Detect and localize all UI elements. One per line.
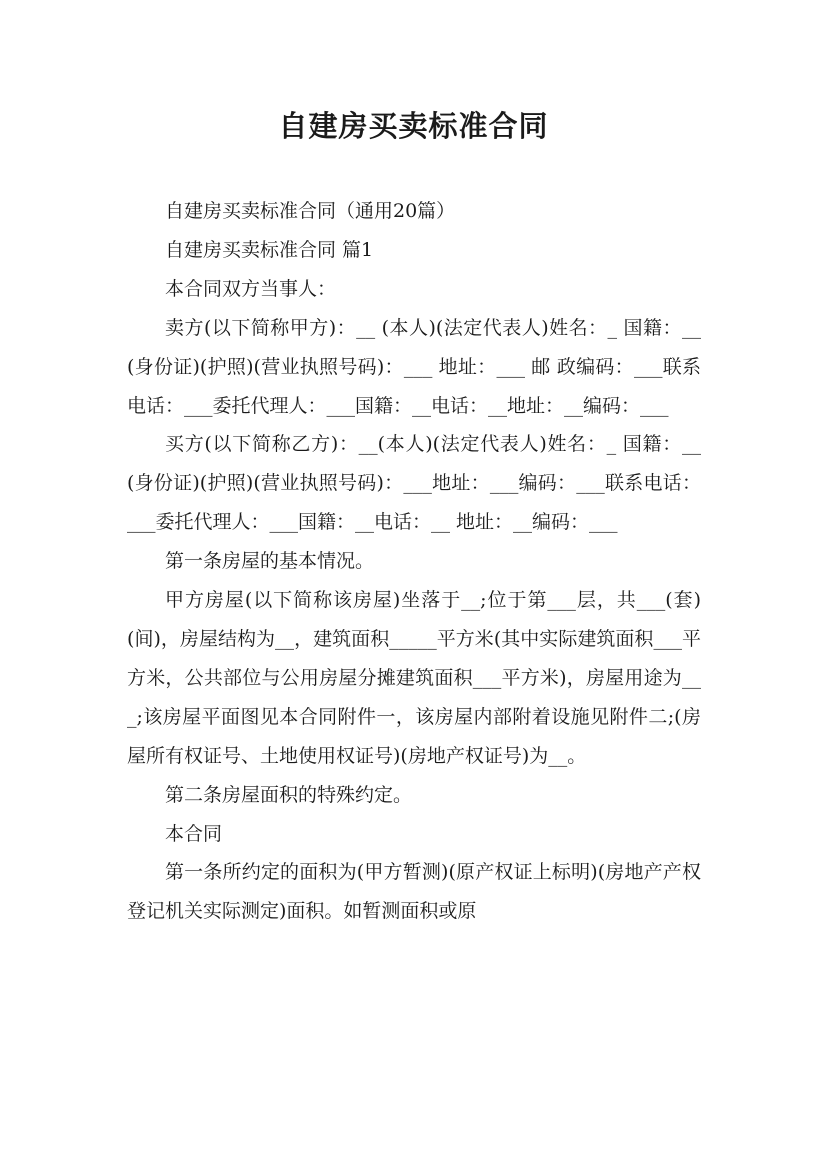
paragraph-subtitle: 自建房买卖标准合同（通用20篇） [165,200,456,222]
document-body [127,192,701,931]
paragraph-area-clause: 第一条所约定的面积为(甲方暂测)(原产权证上标明)(房地产产权登记机关实际测定)面积。如暂测面积或原 [127,861,701,923]
paragraph-contract: 本合同 [165,822,223,845]
paragraph-article-2-heading: 第二条房屋面积的特殊约定。 [165,783,413,806]
paragraph-buyer-info: 买方(以下简称乙方)：__(本人)(法定代表人)姓名：_ 国籍：__(身份证)(护照)(营业执照号码)：___地址：___编码：___联系电话：___委托代理人：___国籍：__电话：__ 地址：__编码：___ [127,433,701,534]
paragraph-parties-intro: 本合同双方当事人： [165,277,337,300]
paragraph-seller-info: 卖方(以下简称甲方)：__ (本人)(法定代表人)姓名：_ 国籍：__ (身份证)(护照)(营业执照号码)：___ 地址：___ 邮 政编码：___联系电话：___委托代理人：___国籍：__电话：__地址：__编码：___ [127,316,701,417]
paragraph-article-1-body: 甲方房屋(以下简称该房屋)坐落于__;位于第___层，共___(套)(间)，房屋结构为__，建筑面积_____平方米(其中实际建筑面积___平方米，公共部位与公用房屋分摊建筑面积___平方米)，房屋用途为___;该房屋平面图见本合同附件一，该房屋内部附着设施见附件二;(房屋所有权证号、土地使用权证号)(房地产权证号)为__。 [127,589,701,767]
document-title: 自建房买卖标准合同 [278,109,549,143]
paragraph-section-heading: 自建房买卖标准合同 篇1 [165,238,374,261]
paragraph-article-1-heading: 第一条房屋的基本情况。 [165,550,375,573]
